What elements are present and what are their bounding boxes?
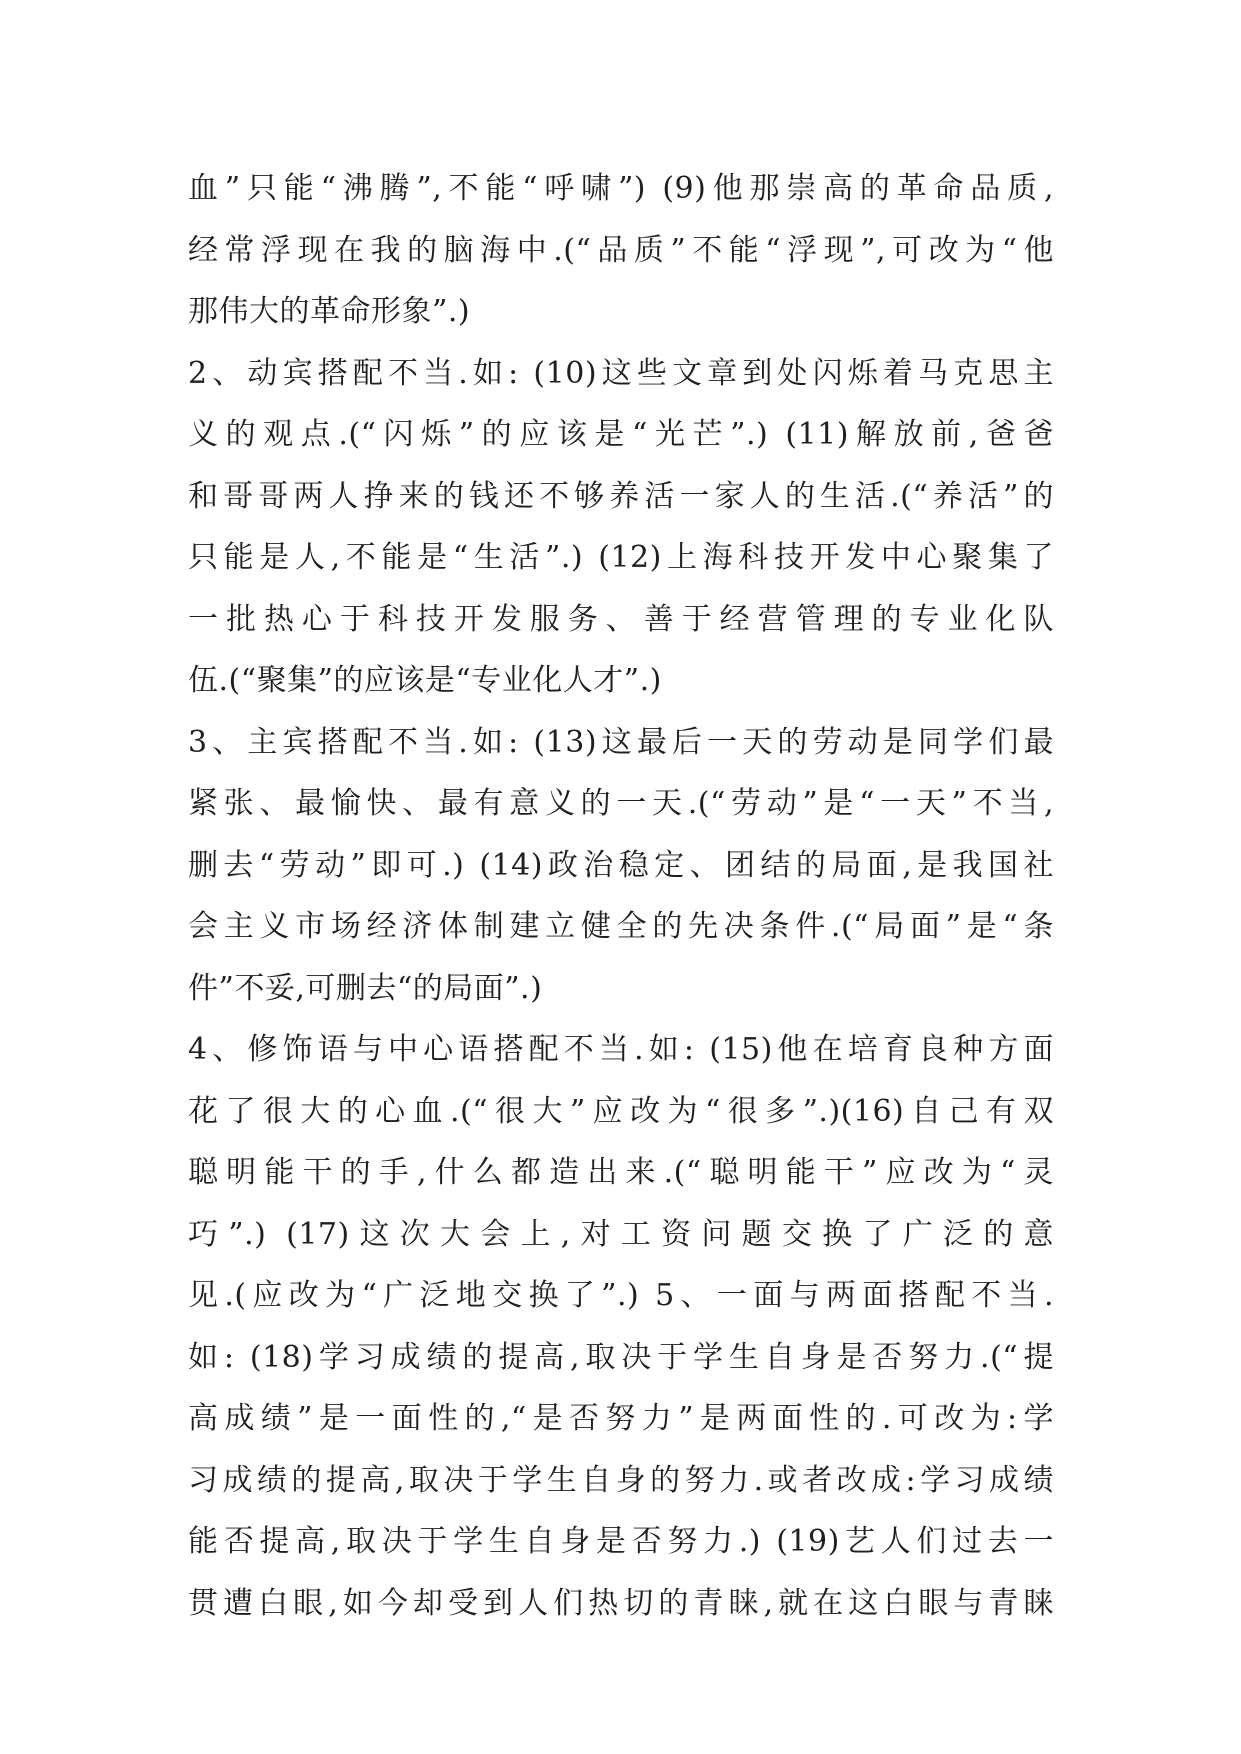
text-line-8: 一批热心于科技开发服务、善于经营管理的专业化队 <box>188 601 1054 637</box>
text-line-18: 巧”.) (17)这次大会上,对工资问题交换了广泛的意 <box>188 1216 1054 1252</box>
text-line-23: 能否提高,取决于学生自身是否努力.) (19)艺人们过去一 <box>188 1524 1054 1559</box>
text-line-11: 紧张、最愉快、最有意义的一天.(“劳动”是“一天”不当, <box>188 786 1054 821</box>
text-line-2: 经常浮现在我的脑海中.(“品质”不能“浮现”,可改为“他 <box>188 232 1054 268</box>
text-line-1: 血”只能“沸腾”,不能“呼啸”) (9)他那崇高的革命品质, <box>188 171 1054 206</box>
text-line-14: 件”不妥,可删去“的局面”.) <box>188 970 543 1006</box>
text-line-17: 聪明能干的手,什么都造出来.(“聪明能干”应改为“灵 <box>188 1155 1054 1190</box>
text-line-6: 和哥哥两人挣来的钱还不够养活一家人的生活.(“养活”的 <box>188 478 1054 514</box>
text-line-24: 贯遭白眼,如今却受到人们热切的青睐,就在这白眼与青睐 <box>188 1585 1054 1621</box>
text-line-10: 3、主宾搭配不当.如: (13)这最后一天的劳动是同学们最 <box>188 724 1054 760</box>
text-line-22: 习成绩的提高,取决于学生自身的努力.或者改成:学习成绩 <box>188 1462 1054 1498</box>
text-line-5: 义的观点.(“闪烁”的应该是“光芒”.) (11)解放前,爸爸 <box>188 417 1054 452</box>
text-line-7: 只能是人,不能是“生活”.) (12)上海科技开发中心聚集了 <box>188 540 1054 575</box>
text-line-13: 会主义市场经济体制建立健全的先决条件.(“局面”是“条 <box>188 909 1054 944</box>
text-line-19: 见.(应改为“广泛地交换了”.) 5、一面与两面搭配不当. <box>188 1278 1054 1313</box>
text-line-3: 那伟大的革命形象”.) <box>188 294 471 329</box>
text-line-16: 花了很大的心血.(“很大”应改为“很多”.)(16)自己有双 <box>188 1093 1054 1129</box>
text-line-21: 高成绩”是一面性的,“是否努力”是两面性的.可改为:学 <box>188 1401 1054 1436</box>
text-line-15: 4、修饰语与中心语搭配不当.如: (15)他在培育良种方面 <box>188 1032 1054 1067</box>
text-line-9: 伍.(“聚集”的应该是“专业化人才”.) <box>188 663 662 698</box>
text-line-4: 2、动宾搭配不当.如: (10)这些文章到处闪烁着马克思主 <box>188 355 1054 391</box>
text-line-12: 删去“劳动”即可.) (14)政治稳定、团结的局面,是我国社 <box>188 847 1054 883</box>
text-line-20: 如: (18)学习成绩的提高,取决于学生自身是否努力.(“提 <box>188 1339 1054 1375</box>
document-body <box>188 158 1054 1634</box>
